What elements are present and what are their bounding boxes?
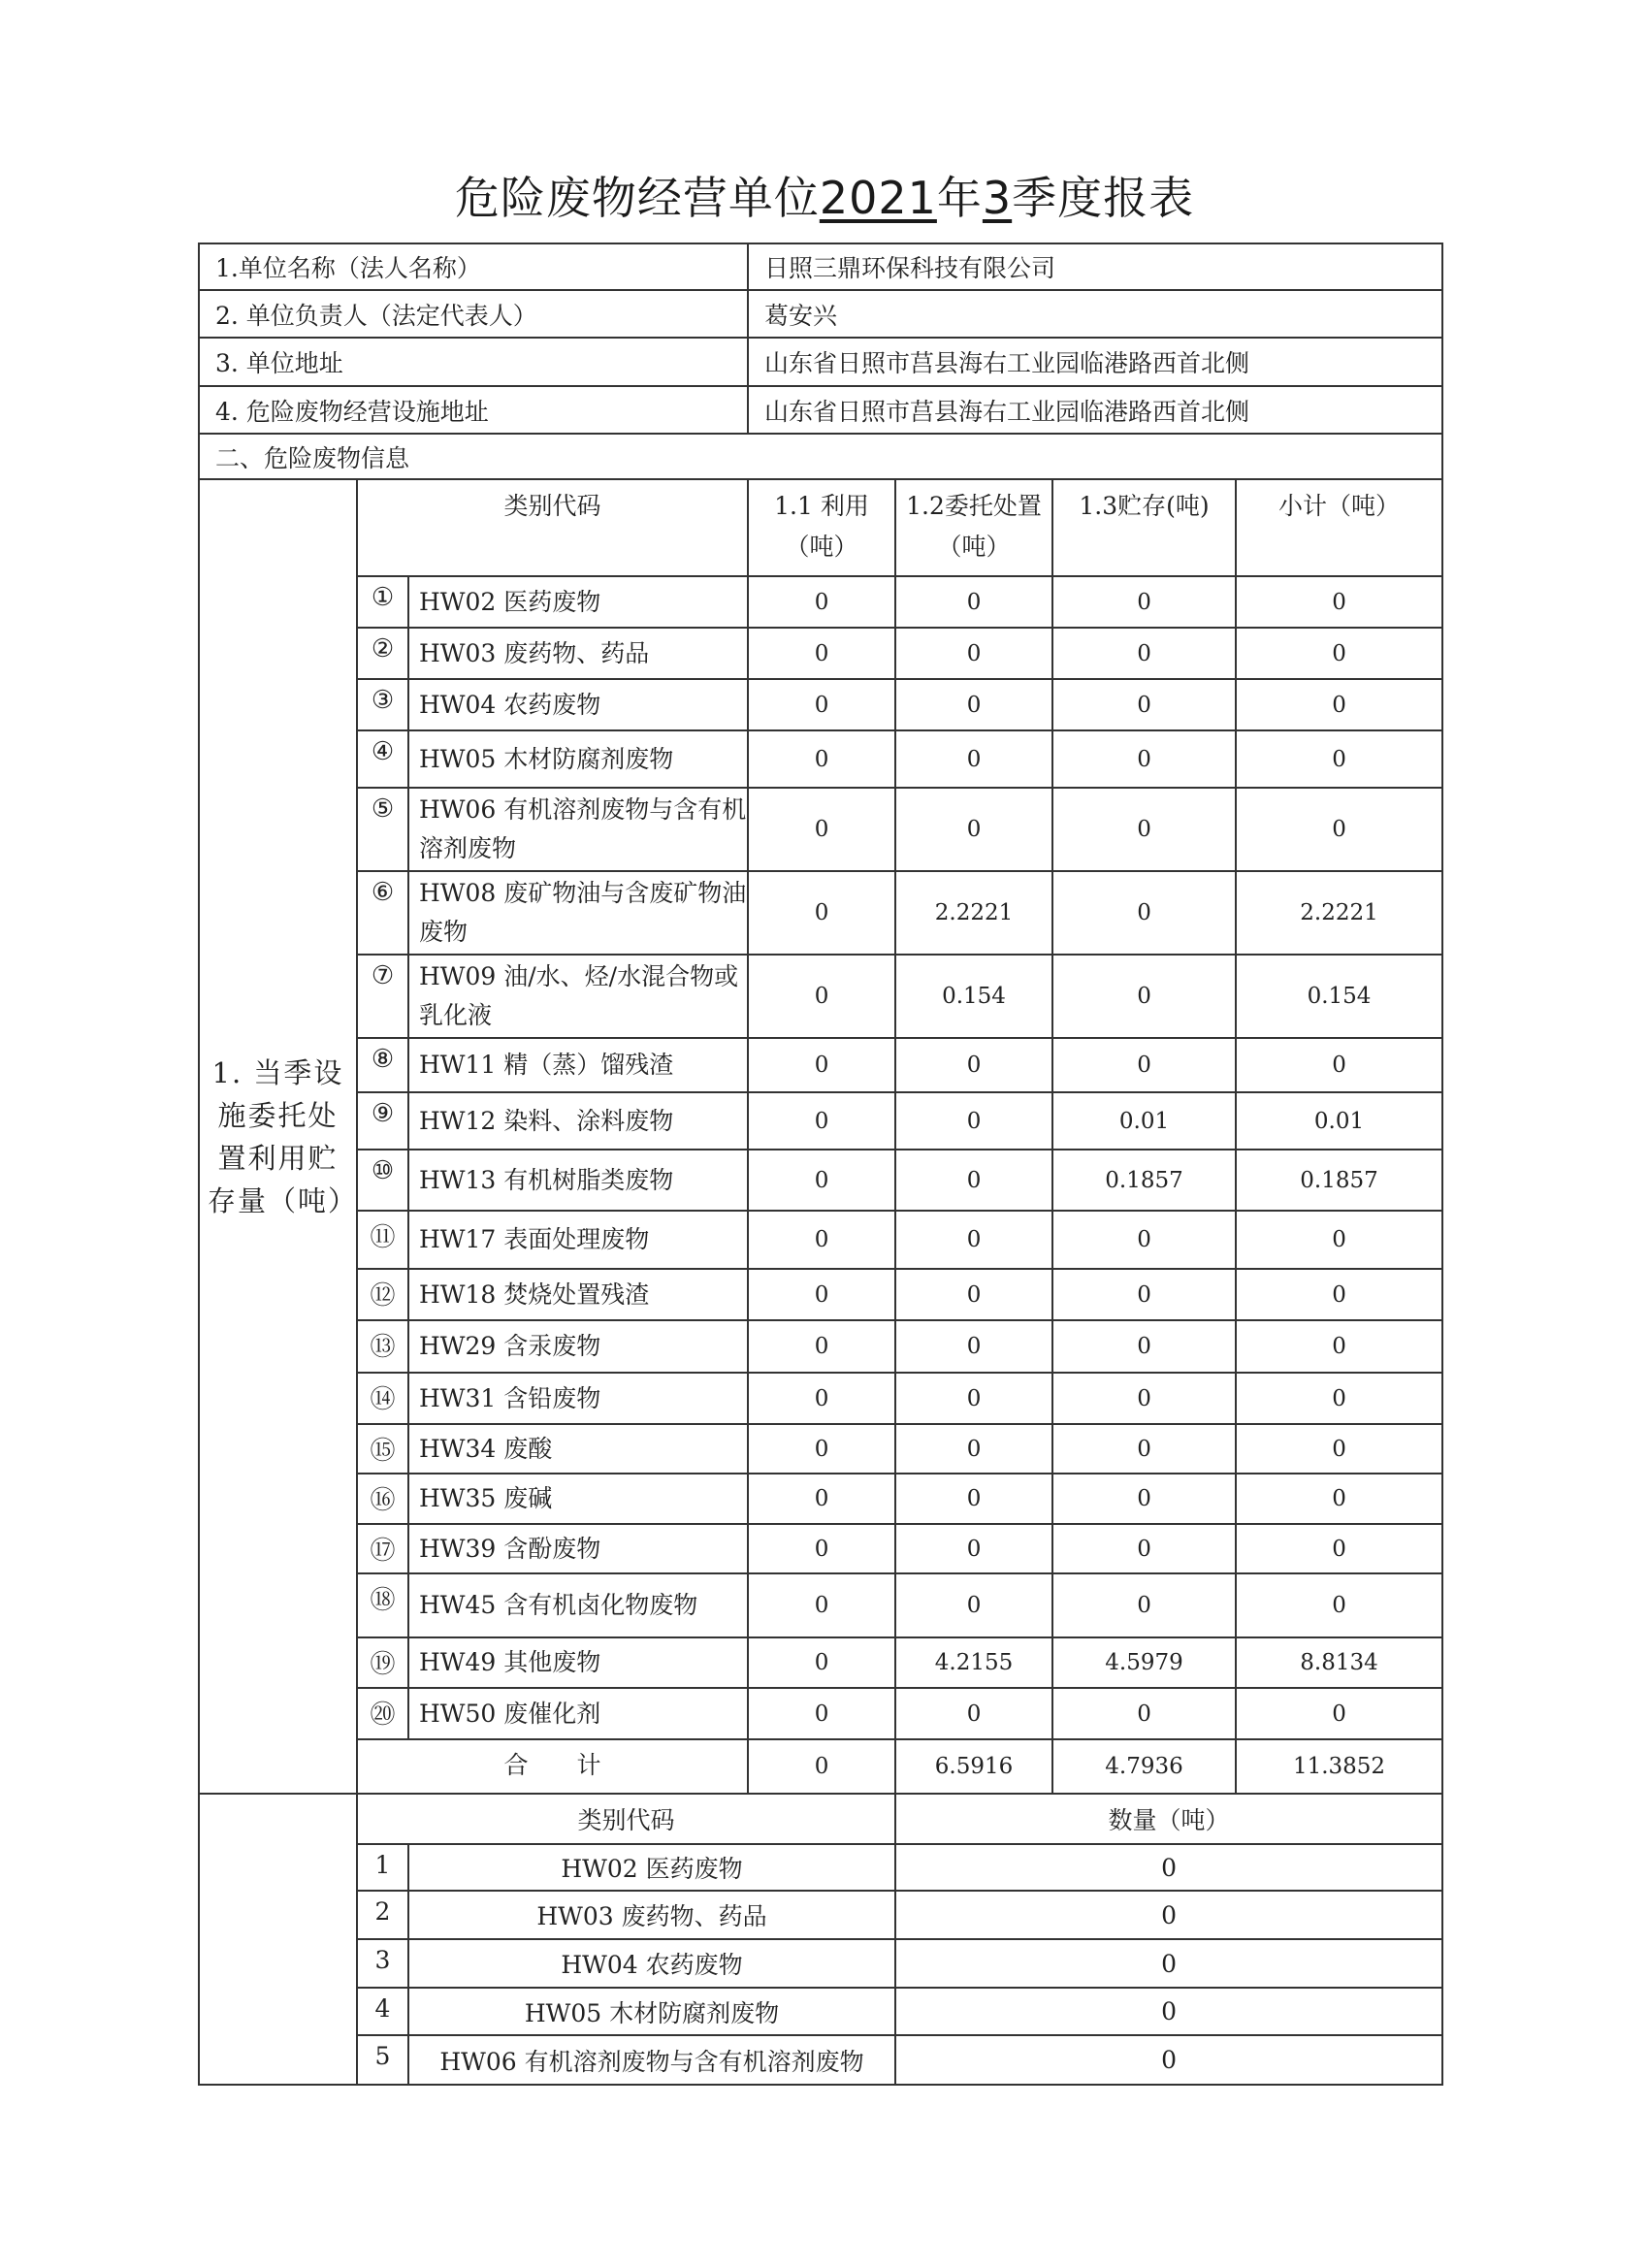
row-number: ⑮ [357,1424,408,1474]
table1-row [199,1269,1442,1320]
value-use: 0 [748,1573,895,1637]
value-store: 0 [1052,1373,1236,1424]
waste-category: HW13 有机树脂类废物 [408,1150,748,1211]
value-subtotal: 0 [1236,730,1442,788]
value-use: 0 [748,1373,895,1424]
info-value: 山东省日照市莒县海右工业园临港路西首北侧 [748,338,1442,386]
table2-waste-category: HW03 废药物、药品 [408,1891,895,1939]
waste-category: HW11 精（蒸）馏残渣 [408,1038,748,1092]
table1-side-label: 1. 当季设施委托处置利用贮存量（吨） [199,479,357,1794]
table2-header-category: 类别代码 [357,1794,895,1844]
row-number: ⑩ [357,1150,408,1211]
value-use: 0 [748,1150,895,1211]
value-dispose: 0 [895,1688,1052,1739]
report-sheet [198,243,1441,2086]
header-category: 类别代码 [357,479,748,576]
value-subtotal: 0 [1236,576,1442,628]
value-dispose: 0 [895,1269,1052,1320]
table2-row-number: 4 [357,1988,408,2035]
title-year: 2021 [819,172,937,224]
value-subtotal: 0.1857 [1236,1150,1442,1211]
info-row [199,338,1442,386]
value-dispose: 2.2221 [895,871,1052,955]
value-dispose: 0 [895,1150,1052,1211]
table2-row-number: 2 [357,1891,408,1939]
table2-quantity: 0 [895,1939,1442,1988]
value-dispose: 0 [895,1474,1052,1524]
table2-waste-category: HW04 农药废物 [408,1939,895,1988]
row-number: ⑲ [357,1637,408,1688]
table1-row [199,788,1442,871]
value-store: 4.5979 [1052,1637,1236,1688]
value-subtotal: 8.8134 [1236,1637,1442,1688]
table1-row [199,1573,1442,1637]
info-row [199,243,1442,290]
value-use: 0 [748,1038,895,1092]
table1-row [199,1211,1442,1269]
table2-waste-category: HW02 医药废物 [408,1844,895,1891]
value-use: 0 [748,955,895,1038]
table2-row-number: 5 [357,2035,408,2085]
value-store: 0 [1052,1320,1236,1373]
info-label: 2. 单位负责人（法定代表人） [199,290,748,338]
value-dispose: 0 [895,1038,1052,1092]
value-subtotal: 0 [1236,628,1442,679]
row-number: ⑱ [357,1573,408,1637]
row-number: ④ [357,730,408,788]
table1-header-row [199,479,1442,576]
table2-quantity: 0 [895,1988,1442,2035]
value-subtotal: 0.154 [1236,955,1442,1038]
value-store: 0 [1052,1038,1236,1092]
title-year-unit: 年 [936,172,983,224]
table2-side-cell [199,1794,357,2085]
row-number: ⑯ [357,1474,408,1524]
value-store: 0.01 [1052,1092,1236,1150]
value-store: 0 [1052,1424,1236,1474]
table2-quantity: 0 [895,1891,1442,1939]
report-table [198,243,1443,2086]
table2-row [199,1844,1442,1891]
info-row [199,386,1442,434]
table2-row [199,1891,1442,1939]
table1-row [199,1092,1442,1150]
value-dispose: 0 [895,1573,1052,1637]
value-subtotal: 0 [1236,1688,1442,1739]
waste-category: HW35 废碱 [408,1474,748,1524]
waste-category: HW08 废矿物油与含废矿物油废物 [408,871,748,955]
value-dispose: 0 [895,1320,1052,1373]
value-use: 0 [748,1474,895,1524]
value-subtotal: 0 [1236,788,1442,871]
waste-category: HW17 表面处理废物 [408,1211,748,1269]
table2-row-number: 3 [357,1939,408,1988]
table1-row [199,679,1442,730]
waste-category: HW45 含有机卤化物废物 [408,1573,748,1637]
value-store: 0 [1052,679,1236,730]
table1-row [199,1038,1442,1092]
value-dispose: 0 [895,788,1052,871]
value-use: 0 [748,871,895,955]
waste-category: HW50 废催化剂 [408,1688,748,1739]
waste-category: HW34 废酸 [408,1424,748,1474]
header-use: 1.1 利用（吨） [748,479,895,576]
table2-quantity: 0 [895,2035,1442,2085]
waste-category: HW18 焚烧处置残渣 [408,1269,748,1320]
info-label: 1.单位名称（法人名称） [199,243,748,290]
value-dispose: 0 [895,1424,1052,1474]
value-subtotal: 0 [1236,679,1442,730]
row-number: ⑥ [357,871,408,955]
waste-category: HW02 医药废物 [408,576,748,628]
waste-category: HW09 油/水、烃/水混合物或乳化液 [408,955,748,1038]
header-subtotal: 小计（吨） [1236,479,1442,576]
info-row [199,290,1442,338]
table1-row [199,1474,1442,1524]
info-value: 葛安兴 [748,290,1442,338]
value-subtotal: 2.2221 [1236,871,1442,955]
table2-row-number: 1 [357,1844,408,1891]
table2-header-row [199,1794,1442,1844]
value-use: 0 [748,1320,895,1373]
value-dispose: 0 [895,628,1052,679]
value-store: 0 [1052,628,1236,679]
value-dispose: 0 [895,1092,1052,1150]
value-subtotal: 0.01 [1236,1092,1442,1150]
table2-waste-category: HW06 有机溶剂废物与含有机溶剂废物 [408,2035,895,2085]
value-dispose: 0 [895,679,1052,730]
row-number: ⑭ [357,1373,408,1424]
table2-row [199,2035,1442,2085]
info-value: 山东省日照市莒县海右工业园临港路西首北侧 [748,386,1442,434]
value-store: 0 [1052,1688,1236,1739]
waste-category: HW12 染料、涂料废物 [408,1092,748,1150]
table1-row [199,871,1442,955]
table2-row [199,1988,1442,2035]
value-store: 0 [1052,730,1236,788]
table1-row [199,1424,1442,1474]
page-title [0,163,1649,227]
total-use: 0 [748,1739,895,1794]
header-store: 1.3贮存(吨) [1052,479,1236,576]
waste-category: HW31 含铅废物 [408,1373,748,1424]
value-dispose: 4.2155 [895,1637,1052,1688]
info-label: 3. 单位地址 [199,338,748,386]
value-subtotal: 0 [1236,1269,1442,1320]
value-store: 0 [1052,788,1236,871]
table1-row [199,1524,1442,1573]
table1-row [199,576,1442,628]
value-dispose: 0 [895,1211,1052,1269]
value-subtotal: 0 [1236,1320,1442,1373]
value-store: 0.1857 [1052,1150,1236,1211]
value-subtotal: 0 [1236,1373,1442,1424]
row-number: ③ [357,679,408,730]
value-subtotal: 0 [1236,1424,1442,1474]
value-subtotal: 0 [1236,1038,1442,1092]
table1-row [199,1373,1442,1424]
section-title: 二、危险废物信息 [199,434,1442,479]
table1-row [199,1320,1442,1373]
row-number: ⑪ [357,1211,408,1269]
row-number: ⑫ [357,1269,408,1320]
waste-category: HW29 含汞废物 [408,1320,748,1373]
value-use: 0 [748,788,895,871]
title-quarter: 3 [982,172,1013,224]
value-subtotal: 0 [1236,1474,1442,1524]
total-subtotal: 11.3852 [1236,1739,1442,1794]
row-number: ① [357,576,408,628]
waste-category: HW03 废药物、药品 [408,628,748,679]
value-store: 0 [1052,871,1236,955]
table1-row [199,628,1442,679]
title-prefix: 危险废物经营单位 [454,172,820,224]
table2-quantity: 0 [895,1844,1442,1891]
value-use: 0 [748,628,895,679]
value-store: 0 [1052,1524,1236,1573]
info-label: 4. 危险废物经营设施地址 [199,386,748,434]
value-use: 0 [748,1211,895,1269]
row-number: ⑦ [357,955,408,1038]
waste-category: HW04 农药废物 [408,679,748,730]
value-use: 0 [748,1092,895,1150]
waste-category: HW39 含酚废物 [408,1524,748,1573]
value-use: 0 [748,1424,895,1474]
value-use: 0 [748,1524,895,1573]
table1-row [199,730,1442,788]
table1-row [199,1688,1442,1739]
value-store: 0 [1052,1474,1236,1524]
value-store: 0 [1052,1573,1236,1637]
header-dispose: 1.2委托处置（吨） [895,479,1052,576]
value-use: 0 [748,1637,895,1688]
value-dispose: 0.154 [895,955,1052,1038]
total-label: 合 计 [357,1739,748,1794]
value-use: 0 [748,1688,895,1739]
value-use: 0 [748,576,895,628]
total-dispose: 6.5916 [895,1739,1052,1794]
row-number: ⑤ [357,788,408,871]
table2-waste-category: HW05 木材防腐剂废物 [408,1988,895,2035]
value-dispose: 0 [895,1373,1052,1424]
table1-total-row [199,1739,1442,1794]
section-row [199,434,1442,479]
value-subtotal: 0 [1236,1524,1442,1573]
waste-category: HW05 木材防腐剂废物 [408,730,748,788]
value-use: 0 [748,679,895,730]
value-use: 0 [748,730,895,788]
row-number: ⑬ [357,1320,408,1373]
info-value: 日照三鼎环保科技有限公司 [748,243,1442,290]
row-number: ⑳ [357,1688,408,1739]
row-number: ② [357,628,408,679]
value-store: 0 [1052,1269,1236,1320]
total-store: 4.7936 [1052,1739,1236,1794]
table2-row [199,1939,1442,1988]
value-store: 0 [1052,955,1236,1038]
table1-row [199,955,1442,1038]
title-suffix: 季度报表 [1012,172,1195,224]
row-number: ⑨ [357,1092,408,1150]
value-store: 0 [1052,1211,1236,1269]
value-subtotal: 0 [1236,1573,1442,1637]
table1-row [199,1637,1442,1688]
value-dispose: 0 [895,1524,1052,1573]
value-subtotal: 0 [1236,1211,1442,1269]
value-store: 0 [1052,576,1236,628]
waste-category: HW06 有机溶剂废物与含有机溶剂废物 [408,788,748,871]
value-dispose: 0 [895,730,1052,788]
table2-header-qty: 数量（吨） [895,1794,1442,1844]
row-number: ⑧ [357,1038,408,1092]
row-number: ⑰ [357,1524,408,1573]
waste-category: HW49 其他废物 [408,1637,748,1688]
value-dispose: 0 [895,576,1052,628]
table1-row [199,1150,1442,1211]
value-use: 0 [748,1269,895,1320]
